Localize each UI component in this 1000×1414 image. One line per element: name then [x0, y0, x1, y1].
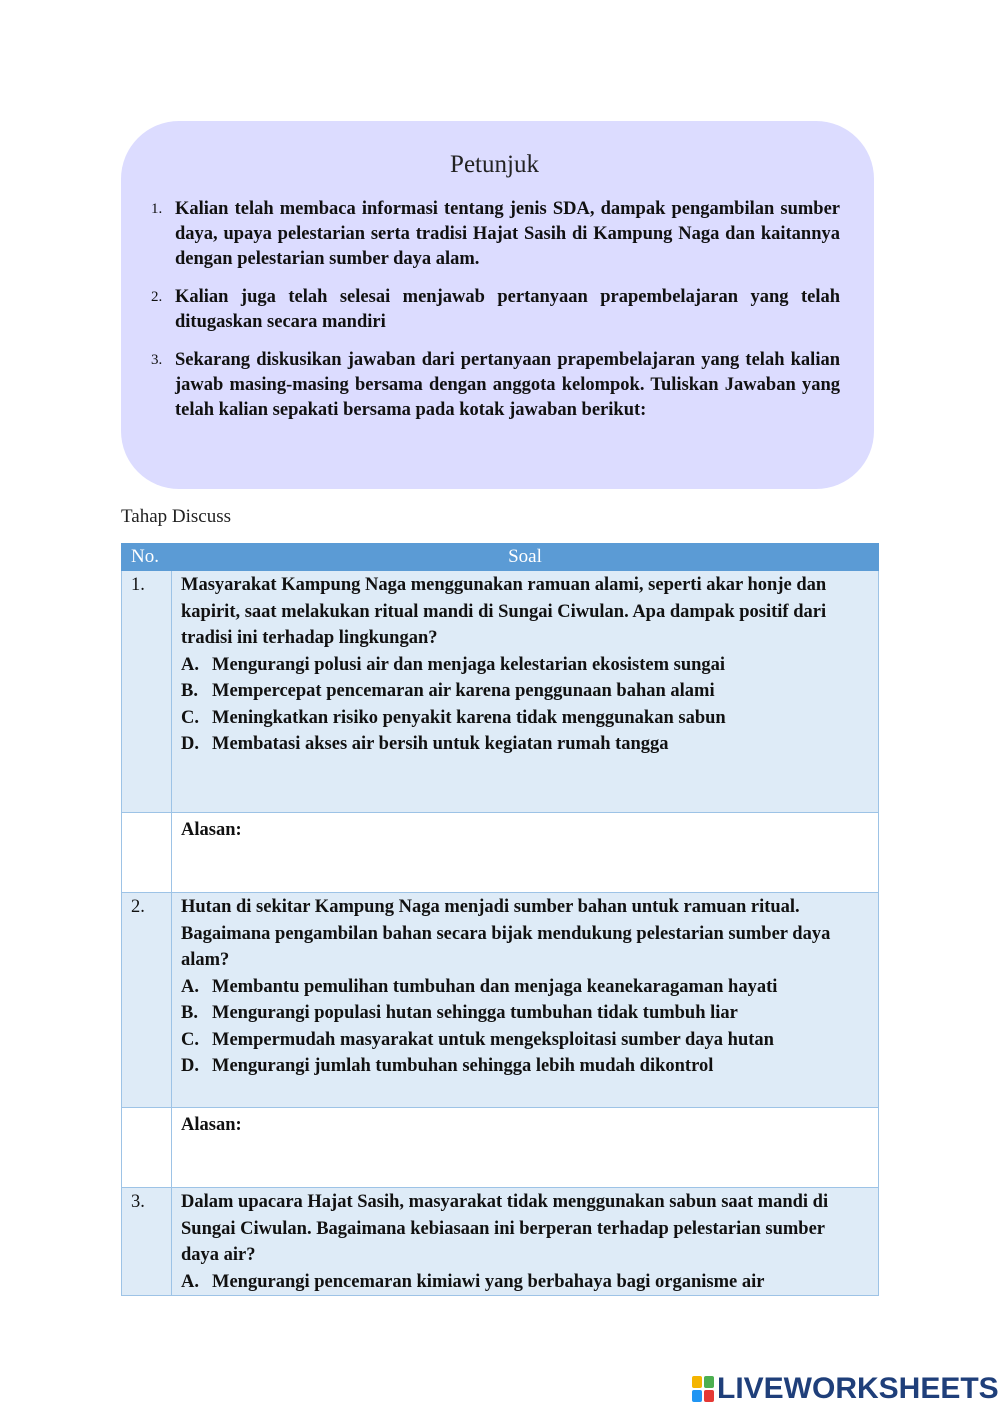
- instruction-number: 1.: [151, 201, 163, 217]
- option-letter: A.: [181, 654, 199, 675]
- question-cell: [172, 1188, 879, 1296]
- option-item[interactable]: [181, 705, 866, 732]
- option-text: Meningkatkan risiko penyakit karena tidak menggunakan sabun: [212, 707, 726, 728]
- instruction-text: Sekarang diskusikan jawaban dari pertanyaan prapembelajaran yang telah kalian jawab masing-masing bersama dengan anggota kelompok. Tuliskan Jawaban yang telah kalian sepakati bersama pada kotak jawaban berikut:: [175, 350, 840, 420]
- option-item[interactable]: [181, 1000, 866, 1027]
- header-soal: Soal: [172, 544, 879, 571]
- answer-row: [122, 1108, 879, 1188]
- question-number: 3.: [122, 1188, 172, 1296]
- instruction-item: [149, 285, 840, 335]
- stage-label: Tahap Discuss: [121, 506, 232, 527]
- option-letter: D.: [181, 1056, 199, 1076]
- liveworksheets-logo: [692, 1374, 999, 1404]
- option-item[interactable]: [181, 1269, 866, 1296]
- option-item[interactable]: [181, 974, 866, 1001]
- answer-number-cell: [122, 1108, 172, 1188]
- option-text: Mengurangi polusi air dan menjaga kelestarian ekosistem sungai: [212, 654, 726, 675]
- option-list: [181, 1269, 866, 1296]
- question-text: Dalam upacara Hajat Sasih, masyarakat tidak menggunakan sabun saat mandi di Sungai Ciwulan. Bagaimana kebiasaan ini berperan terhadap pelestarian sumber daya air?: [181, 1192, 829, 1265]
- answer-cell[interactable]: [172, 813, 879, 893]
- option-text: Mempercepat pencemaran air karena penggunaan bahan alami: [212, 681, 715, 701]
- question-row: [122, 893, 879, 1108]
- logo-mark-icon: [692, 1376, 714, 1402]
- option-text: Membantu pemulihan tumbuhan dan menjaga keanekaragaman hayati: [212, 976, 778, 997]
- option-letter: A.: [181, 976, 199, 997]
- question-text: Masyarakat Kampung Naga menggunakan ramuan alami, seperti akar honje dan kapirit, saat melakukan ritual mandi di Sungai Ciwulan. Apa dampak positif dari tradisi ini terhadap lingkungan?: [181, 575, 827, 648]
- instruction-text: Kalian telah membaca informasi tentang jenis SDA, dampak pengambilan sumber daya, upaya pelestarian serta tradisi Hajat Sasih di Kampung Naga dan kaitannya dengan pelestarian sumber daya alam.: [175, 199, 840, 269]
- instruction-number: 2.: [151, 289, 163, 305]
- question-row: [122, 571, 879, 813]
- instructions-title: Petunjuk: [450, 151, 539, 178]
- instruction-number: 3.: [151, 352, 163, 368]
- answer-number-cell: [122, 813, 172, 893]
- option-item[interactable]: [181, 731, 866, 758]
- option-letter: D.: [181, 734, 199, 754]
- option-letter: B.: [181, 681, 198, 701]
- logo-text: LIVEWORKSHEETS: [717, 1372, 999, 1405]
- alasan-label: Alasan:: [181, 820, 242, 840]
- instruction-text: Kalian juga telah selesai menjawab pertanyaan prapembelajaran yang telah ditugaskan secara mandiri: [175, 287, 840, 332]
- question-number: 2.: [122, 893, 172, 1108]
- option-letter: A.: [181, 1271, 199, 1292]
- option-letter: C.: [181, 707, 199, 728]
- question-table: [121, 543, 879, 1296]
- question-cell: [172, 893, 879, 1108]
- option-letter: C.: [181, 1029, 199, 1050]
- question-row: [122, 1188, 879, 1296]
- option-item[interactable]: [181, 1053, 866, 1080]
- option-item[interactable]: [181, 1027, 866, 1054]
- option-text: Mempermudah masyarakat untuk mengeksploitasi sumber daya hutan: [212, 1029, 774, 1050]
- question-text: Hutan di sekitar Kampung Naga menjadi sumber bahan untuk ramuan ritual. Bagaimana pengambilan bahan secara bijak mendukung pelestarian sumber daya alam?: [181, 897, 831, 970]
- answer-cell[interactable]: [172, 1108, 879, 1188]
- question-number: 1.: [122, 571, 172, 813]
- answer-row: [122, 813, 879, 893]
- option-text: Mengurangi pencemaran kimiawi yang berbahaya bagi organisme air: [212, 1271, 765, 1292]
- option-text: Mengurangi populasi hutan sehingga tumbuhan tidak tumbuh liar: [212, 1003, 738, 1023]
- instruction-item: [149, 348, 840, 423]
- table-header-row: [122, 544, 879, 571]
- option-item[interactable]: [181, 652, 866, 679]
- question-cell: [172, 571, 879, 813]
- instructions-panel: [121, 121, 874, 489]
- header-no: No.: [122, 544, 172, 571]
- instruction-item: [149, 197, 840, 272]
- option-text: Membatasi akses air bersih untuk kegiatan rumah tangga: [212, 734, 669, 754]
- option-letter: B.: [181, 1003, 198, 1023]
- option-text: Mengurangi jumlah tumbuhan sehingga lebih mudah dikontrol: [212, 1056, 714, 1076]
- option-list: [181, 974, 866, 1080]
- alasan-label: Alasan:: [181, 1115, 242, 1135]
- option-item[interactable]: [181, 678, 866, 705]
- option-list: [181, 652, 866, 758]
- instructions-list: [149, 197, 840, 423]
